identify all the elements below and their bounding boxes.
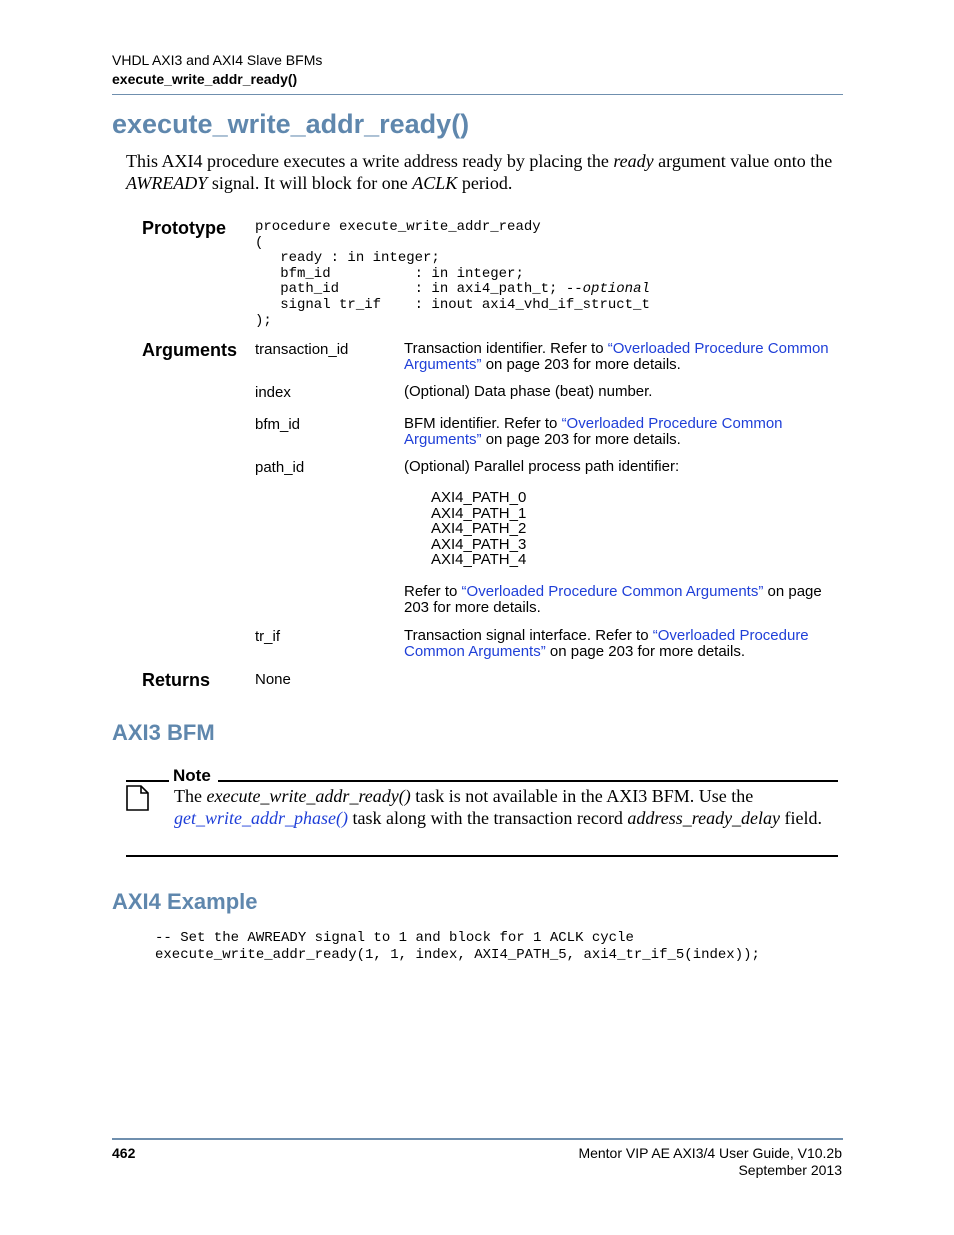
note-text-part: task is not available in the AXI3 BFM. Use the <box>410 786 754 806</box>
intro-text-4: period. <box>457 173 513 193</box>
prototype-line: ( <box>255 234 264 251</box>
running-header-subsection: execute_write_addr_ready() <box>112 71 298 87</box>
intro-text-1: This AXI4 procedure executes a write address ready by placing the <box>126 151 614 171</box>
prototype-label: Prototype <box>142 218 227 238</box>
arg-desc-path-id: (Optional) Parallel process path identifier: <box>404 458 680 475</box>
note-italic-field: address_ready_delay <box>627 808 781 828</box>
page-title: execute_write_addr_ready() <box>112 109 470 139</box>
arg-desc-index: (Optional) Data phase (beat) number. <box>404 383 653 400</box>
note-icon <box>126 785 150 811</box>
note-text-part: field. <box>780 808 823 828</box>
prototype-line <box>255 282 650 298</box>
prototype-code <box>255 220 650 329</box>
note-text-part: task along with the transaction record <box>347 808 628 828</box>
note-text <box>174 785 834 829</box>
arg-name-bfm-id: bfm_id <box>255 416 301 433</box>
path-value: AXI4_PATH_3 <box>431 535 527 553</box>
arg-desc-text: on page 203 for more details. <box>404 583 822 616</box>
arg-desc-text: on page 203 for more details. <box>481 355 681 373</box>
prototype-line: ); <box>255 312 272 329</box>
arg-name-path-id: path_id <box>255 459 305 476</box>
path-value: AXI4_PATH_2 <box>431 520 527 538</box>
footer-date: September 2013 <box>738 1162 842 1178</box>
link-overloaded-procedure-common-arguments[interactable]: “Overloaded Procedure Common Arguments” <box>404 415 783 448</box>
arg-desc-transaction-id <box>404 341 844 372</box>
note-text-part: The <box>174 786 207 806</box>
returns-value: None <box>255 671 291 688</box>
note-top-rule-right <box>218 780 838 782</box>
path-value: AXI4_PATH_1 <box>431 504 527 522</box>
arg-desc-path-id-refer <box>404 584 844 615</box>
intro-italic-ready: ready <box>613 151 654 171</box>
intro-paragraph <box>126 150 846 194</box>
arg-desc-text: Transaction signal interface. Refer to <box>404 627 653 644</box>
link-get-write-addr-phase[interactable]: get_write_addr_phase() <box>174 808 348 828</box>
intro-text-2: argument value onto the <box>653 151 833 171</box>
prototype-line: bfm_id : in integer; <box>255 265 524 282</box>
note-bottom-rule <box>126 855 838 857</box>
path-value: AXI4_PATH_4 <box>431 551 527 569</box>
prototype-line: signal tr_if : inout axi4_vhd_if_struct_t <box>255 296 650 313</box>
link-overloaded-procedure-common-arguments[interactable]: “Overloaded Procedure Common Arguments” <box>461 583 764 600</box>
prototype-line-text: path_id : in axi4_path_t; -- <box>255 281 583 298</box>
arg-desc-bfm-id <box>404 416 844 447</box>
arg-desc-text: Refer to <box>404 583 462 600</box>
path-id-values-list <box>431 490 526 568</box>
arg-desc-tr-if <box>404 628 844 659</box>
path-value: AXI4_PATH_0 <box>431 489 527 506</box>
arg-desc-text: BFM identifier. Refer to <box>404 415 562 432</box>
arg-name-tr-if: tr_if <box>255 628 281 645</box>
intro-text-3: signal. It will block for one <box>207 173 413 193</box>
example-code-line: -- Set the AWREADY signal to 1 and block for 1 ACLK cycle <box>155 930 634 946</box>
arg-desc-text: on page 203 for more details. <box>481 430 681 448</box>
note-label: Note <box>173 766 211 785</box>
axi3-bfm-heading: AXI3 BFM <box>112 720 215 745</box>
running-header-section: VHDL AXI3 and AXI4 Slave BFMs <box>112 52 323 68</box>
footer-info <box>578 1145 842 1179</box>
footer-guide-title: Mentor VIP AE AXI3/4 User Guide, V10.2b <box>578 1145 842 1161</box>
example-code-line: execute_write_addr_ready(1, 1, index, AXI4_PATH_5, axi4_tr_if_5(index)); <box>155 947 760 963</box>
link-overloaded-procedure-common-arguments[interactable]: “Overloaded Procedure Common Arguments” <box>404 627 809 660</box>
note-top-rule-left <box>126 780 169 782</box>
prototype-optional-comment: optional <box>582 281 650 298</box>
intro-italic-aclk: ACLK <box>412 173 458 193</box>
arg-desc-text: on page 203 for more details. <box>545 642 746 660</box>
page-number: 462 <box>112 1145 136 1161</box>
footer-rule <box>112 1138 843 1140</box>
prototype-line: procedure execute_write_addr_ready <box>255 219 541 235</box>
arg-name-index: index <box>255 384 291 401</box>
link-overloaded-procedure-common-arguments[interactable]: “Overloaded Procedure Common Arguments” <box>404 340 829 373</box>
returns-label: Returns <box>142 670 211 690</box>
arg-name-transaction-id: transaction_id <box>255 341 349 358</box>
axi4-example-heading: AXI4 Example <box>112 889 258 914</box>
intro-italic-awready: AWREADY <box>126 173 208 193</box>
arg-desc-text: Transaction identifier. Refer to <box>404 340 608 357</box>
note-italic-procedure: execute_write_addr_ready() <box>206 786 411 806</box>
header-rule <box>112 94 843 95</box>
arguments-label: Arguments <box>142 340 238 360</box>
prototype-line: ready : in integer; <box>255 250 440 267</box>
axi4-example-code <box>155 930 760 964</box>
